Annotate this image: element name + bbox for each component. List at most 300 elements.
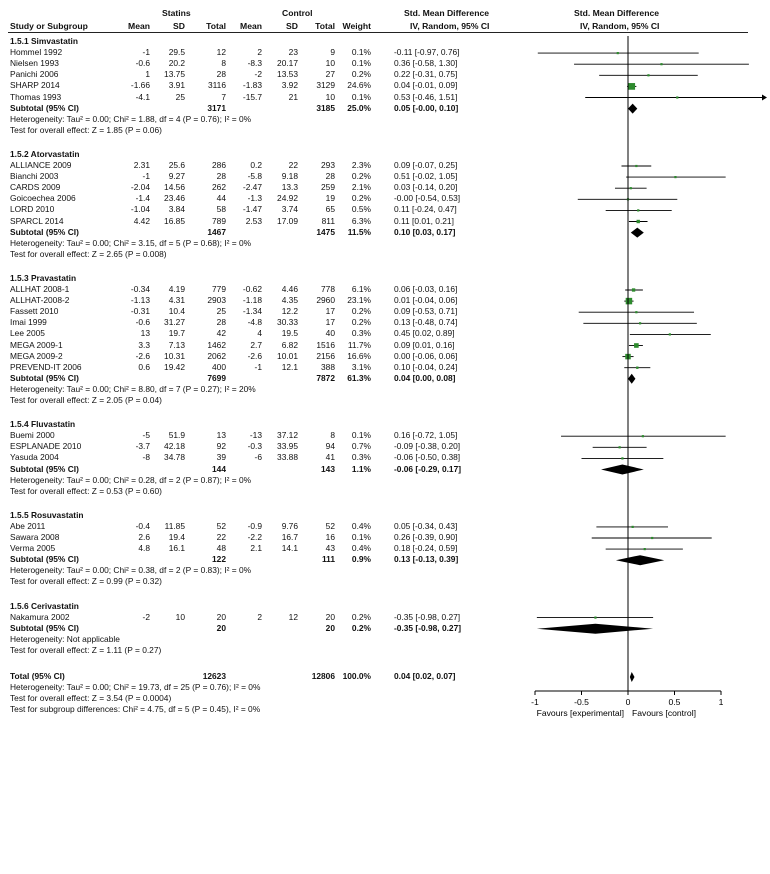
subtotal-total2: 20 bbox=[325, 622, 335, 633]
plot-smd-header: Std. Mean Difference bbox=[574, 8, 660, 18]
heterogeneity-text: Heterogeneity: Not applicable bbox=[10, 633, 120, 644]
study-total1: 779 bbox=[212, 284, 226, 294]
plot-method-header: IV, Random, 95% CI bbox=[580, 21, 660, 31]
study-total1: 44 bbox=[216, 193, 226, 204]
study-total2: 3129 bbox=[316, 80, 335, 91]
study-mean2: -5.8 bbox=[247, 171, 262, 182]
study-sd1: 19.7 bbox=[168, 328, 185, 339]
study-name: SHARP 2014 bbox=[10, 80, 60, 91]
subgroup-differences-text: Test for subgroup differences: Chi² = 4.75, df = 5 (P = 0.45), I² = 0% bbox=[10, 704, 261, 715]
study-name: ALLIANCE 2009 bbox=[10, 160, 72, 170]
study-weight: 0.5% bbox=[351, 204, 371, 215]
study-ci: 0.16 [-0.72, 1.05] bbox=[394, 430, 458, 441]
study-name: MEGA 2009-1 bbox=[10, 339, 63, 350]
sd2-header: SD bbox=[286, 21, 298, 31]
study-sd1: 23.46 bbox=[164, 193, 185, 204]
study-ci: 0.26 [-0.39, 0.90] bbox=[394, 532, 458, 542]
study-total1: 42 bbox=[216, 328, 226, 339]
method-header: IV, Random, 95% CI bbox=[410, 21, 490, 31]
study-total1: 2062 bbox=[207, 350, 226, 361]
study-square bbox=[594, 617, 596, 619]
subtotal-ci: 0.05 [-0.00, 0.10] bbox=[394, 102, 459, 113]
subtotal-ci: 0.13 [-0.13, 0.39] bbox=[394, 554, 459, 565]
study-sd1: 29.5 bbox=[168, 47, 185, 58]
study-mean1: 0.6 bbox=[138, 361, 150, 372]
study-total2: 41 bbox=[325, 452, 335, 463]
study-weight: 0.2% bbox=[351, 193, 371, 204]
study-mean2: -8.3 bbox=[247, 58, 262, 69]
subtotal-ci: 0.10 [0.03, 0.17] bbox=[394, 226, 456, 237]
study-weight: 0.2% bbox=[351, 306, 371, 317]
study-sd2: 33.95 bbox=[277, 441, 298, 452]
study-weight: 0.4% bbox=[351, 520, 371, 531]
study-ci: 0.22 [-0.31, 0.75] bbox=[394, 69, 458, 80]
subtotal-diamond bbox=[537, 624, 653, 634]
study-mean2: 2.53 bbox=[245, 215, 262, 226]
study-mean2: -1.34 bbox=[242, 306, 262, 317]
subtotal-weight: 1.1% bbox=[351, 463, 371, 474]
study-sd1: 16.1 bbox=[168, 543, 185, 554]
study-square bbox=[637, 209, 639, 211]
overall-effect-text: Test for overall effect: Z = 2.65 (P = 0.008) bbox=[10, 248, 167, 259]
subtotal-weight: 25.0% bbox=[347, 102, 371, 113]
subtotal-label: Subtotal (95% CI) bbox=[10, 554, 79, 565]
study-mean2: -1.3 bbox=[247, 193, 262, 204]
study-total1: 1462 bbox=[207, 339, 226, 350]
study-name: Hommel 1992 bbox=[10, 47, 63, 58]
subtotal-total2: 7872 bbox=[316, 372, 335, 383]
study-ci: -0.06 [-0.50, 0.38] bbox=[394, 452, 461, 463]
study-ci: 0.11 [-0.24, 0.47] bbox=[394, 204, 457, 215]
heterogeneity-text: Heterogeneity: Tau² = 0.00; Chi² = 3.15, df = 5 (P = 0.68); I² = 0% bbox=[10, 237, 252, 248]
study-sd2: 9.76 bbox=[281, 520, 298, 531]
study-mean1: -0.34 bbox=[130, 284, 150, 294]
subtotal-label: Subtotal (95% CI) bbox=[10, 226, 79, 237]
study-sd1: 3.84 bbox=[168, 204, 185, 215]
overall-effect-text: Test for overall effect: Z = 2.05 (P = 0.04) bbox=[10, 395, 162, 405]
study-square bbox=[619, 446, 621, 448]
total-weight: 100.0% bbox=[342, 671, 371, 681]
study-ci: -0.00 [-0.54, 0.53] bbox=[394, 193, 461, 204]
subtotal-diamond bbox=[631, 228, 644, 238]
study-total2: 27 bbox=[325, 69, 335, 80]
subtotal-total1: 144 bbox=[212, 463, 226, 474]
study-ci: -0.09 [-0.38, 0.20] bbox=[394, 441, 461, 452]
overall-effect-text: Test for overall effect: Z = 0.53 (P = 0.60) bbox=[10, 485, 162, 496]
subtotal-weight: 11.5% bbox=[347, 226, 371, 237]
subtotal-label: Subtotal (95% CI) bbox=[10, 102, 79, 113]
study-name: Verma 2005 bbox=[10, 543, 56, 554]
subtotal-label: Subtotal (95% CI) bbox=[10, 622, 79, 633]
study-sd2: 24.92 bbox=[277, 193, 298, 204]
study-mean2: -1 bbox=[254, 361, 262, 372]
study-mean2: -13 bbox=[249, 430, 262, 441]
study-name: Sawara 2008 bbox=[10, 532, 60, 542]
study-mean1: 4.8 bbox=[138, 543, 150, 554]
study-weight: 0.3% bbox=[351, 328, 371, 339]
study-mean1: 2.6 bbox=[138, 532, 150, 542]
study-name: Nakamura 2002 bbox=[10, 611, 70, 622]
study-name: LORD 2010 bbox=[10, 204, 55, 215]
study-square bbox=[660, 63, 662, 65]
study-mean2: -1.18 bbox=[242, 295, 262, 306]
study-weight: 0.3% bbox=[351, 452, 371, 463]
study-sd1: 14.56 bbox=[164, 182, 185, 193]
study-total2: 28 bbox=[325, 171, 335, 182]
study-total1: 58 bbox=[216, 204, 226, 215]
study-total1: 13 bbox=[216, 430, 226, 441]
study-name: ALLHAT 2008-1 bbox=[10, 284, 70, 294]
study-sd2: 23 bbox=[288, 47, 298, 58]
study-sd1: 10.4 bbox=[168, 306, 185, 317]
study-square bbox=[635, 311, 637, 313]
study-sd2: 13.3 bbox=[281, 182, 298, 193]
subtotal-weight: 0.9% bbox=[351, 554, 371, 565]
total1-header: Total bbox=[206, 21, 226, 31]
study-weight: 11.7% bbox=[347, 339, 371, 350]
study-total2: 17 bbox=[325, 317, 335, 328]
study-total1: 2903 bbox=[207, 295, 226, 306]
study-sd2: 33.88 bbox=[277, 452, 298, 463]
subtotal-total2: 3185 bbox=[316, 102, 335, 113]
heterogeneity-text: Heterogeneity: Tau² = 0.00; Chi² = 0.38, df = 2 (P = 0.83); I² = 0% bbox=[10, 565, 252, 576]
study-mean1: -0.6 bbox=[135, 317, 150, 328]
study-mean2: 2 bbox=[257, 47, 262, 58]
study-sd2: 22 bbox=[288, 160, 298, 170]
study-weight: 16.6% bbox=[347, 350, 371, 361]
x-tick-label: 0 bbox=[625, 697, 631, 707]
study-ci: 0.06 [-0.03, 0.16] bbox=[394, 284, 458, 294]
study-ci: 0.10 [-0.04, 0.24] bbox=[394, 361, 458, 372]
study-ci: 0.04 [-0.01, 0.09] bbox=[394, 80, 458, 91]
study-square bbox=[635, 165, 637, 167]
subtotal-label: Subtotal (95% CI) bbox=[10, 372, 79, 383]
subgroup-title: 1.5.1 Simvastatin bbox=[10, 36, 78, 46]
study-total2: 9 bbox=[330, 47, 335, 58]
study-total2: 2156 bbox=[316, 350, 335, 361]
study-ci: 0.03 [-0.14, 0.20] bbox=[394, 182, 458, 193]
study-total2: 17 bbox=[325, 306, 335, 317]
study-total2: 20 bbox=[325, 611, 335, 622]
study-weight: 3.1% bbox=[351, 361, 371, 372]
study-weight: 0.2% bbox=[351, 611, 371, 622]
study-name: ALLHAT-2008-2 bbox=[10, 295, 70, 306]
study-square bbox=[621, 457, 623, 459]
study-mean1: -3.7 bbox=[135, 441, 150, 452]
study-name: Imai 1999 bbox=[10, 317, 47, 328]
study-name: Yasuda 2004 bbox=[10, 452, 59, 463]
study-weight: 0.1% bbox=[351, 532, 371, 542]
study-ci: 0.09 [-0.53, 0.71] bbox=[394, 306, 458, 317]
study-mean1: 1 bbox=[145, 69, 150, 80]
overall-effect-text: Test for overall effect: Z = 1.85 (P = 0.06) bbox=[10, 124, 162, 135]
study-mean2: -0.3 bbox=[247, 441, 262, 452]
total-label: Total (95% CI) bbox=[10, 671, 65, 681]
study-weight: 23.1% bbox=[347, 295, 371, 306]
subtotal-total1: 7699 bbox=[207, 372, 226, 383]
study-total2: 16 bbox=[325, 532, 335, 542]
overall-effect-text: Test for overall effect: Z = 1.11 (P = 0.27) bbox=[10, 644, 162, 655]
study-sd2: 17.09 bbox=[277, 215, 298, 226]
study-mean1: -1 bbox=[142, 171, 150, 182]
subgroup-title: 1.5.4 Fluvastatin bbox=[10, 419, 76, 430]
study-sd1: 31.27 bbox=[164, 317, 185, 328]
study-square bbox=[626, 298, 632, 304]
study-ci: 0.11 [0.01, 0.21] bbox=[394, 215, 454, 226]
study-weight: 24.6% bbox=[347, 80, 371, 91]
study-sd1: 3.91 bbox=[168, 80, 185, 91]
statins-header: Statins bbox=[162, 8, 191, 18]
study-total1: 92 bbox=[216, 441, 226, 452]
study-sd2: 20.17 bbox=[277, 58, 298, 69]
x-tick-label: 0.5 bbox=[668, 697, 681, 707]
subtotal-ci: -0.06 [-0.29, 0.17] bbox=[394, 463, 462, 474]
study-sd1: 10 bbox=[175, 611, 185, 622]
subtotal-diamond bbox=[616, 555, 664, 565]
study-mean1: -1 bbox=[142, 47, 150, 58]
study-total1: 7 bbox=[221, 91, 226, 102]
study-ci: 0.53 [-0.46, 1.51] bbox=[394, 91, 458, 102]
study-mean2: -4.8 bbox=[247, 317, 262, 328]
study-name: ESPLANADE 2010 bbox=[10, 441, 82, 452]
study-total1: 789 bbox=[212, 215, 226, 226]
study-total1: 48 bbox=[216, 543, 226, 554]
study-mean1: -4.1 bbox=[135, 91, 150, 102]
study-mean1: -5 bbox=[142, 430, 150, 441]
study-ci: 0.01 [-0.04, 0.06] bbox=[394, 295, 458, 306]
study-weight: 0.4% bbox=[351, 543, 371, 554]
study-total1: 20 bbox=[216, 611, 226, 622]
sd1-header: SD bbox=[173, 21, 185, 31]
study-sd2: 12.1 bbox=[281, 361, 298, 372]
study-mean1: -2.6 bbox=[135, 350, 150, 361]
study-mean1: -0.4 bbox=[135, 520, 150, 531]
overall-effect-text: Test for overall effect: Z = 0.99 (P = 0.32) bbox=[10, 576, 162, 587]
study-sd2: 19.5 bbox=[281, 328, 298, 339]
subtotal-weight: 0.2% bbox=[351, 622, 371, 633]
study-name: Nielsen 1993 bbox=[10, 58, 59, 69]
study-ci: 0.51 [-0.02, 1.05] bbox=[394, 171, 458, 182]
study-weight: 0.2% bbox=[351, 171, 371, 182]
study-total2: 19 bbox=[325, 193, 335, 204]
subtotal-total1: 122 bbox=[212, 554, 226, 565]
study-mean1: 13 bbox=[140, 328, 150, 339]
study-square bbox=[676, 96, 678, 98]
study-sd1: 4.31 bbox=[168, 295, 185, 306]
study-sd2: 3.92 bbox=[281, 80, 298, 91]
x-tick-label: -0.5 bbox=[574, 697, 589, 707]
study-sd2: 3.74 bbox=[281, 204, 298, 215]
study-square bbox=[669, 333, 671, 335]
study-sd2: 30.33 bbox=[277, 317, 298, 328]
study-sd1: 34.78 bbox=[164, 452, 185, 463]
study-total2: 65 bbox=[325, 204, 335, 215]
study-square bbox=[636, 367, 638, 369]
subtotal-diamond bbox=[628, 104, 637, 114]
subtotal-label: Subtotal (95% CI) bbox=[10, 463, 79, 474]
study-weight: 0.1% bbox=[351, 47, 371, 58]
study-sd2: 13.53 bbox=[277, 69, 298, 80]
study-name: MEGA 2009-2 bbox=[10, 350, 63, 361]
study-square bbox=[642, 435, 644, 437]
study-total1: 28 bbox=[216, 317, 226, 328]
study-sd1: 42.18 bbox=[164, 441, 185, 452]
study-sd1: 11.85 bbox=[164, 520, 185, 531]
total-total1: 12623 bbox=[202, 671, 226, 681]
study-mean2: -6 bbox=[254, 452, 262, 463]
study-total2: 293 bbox=[321, 160, 335, 170]
study-ci: 0.00 [-0.06, 0.06] bbox=[394, 350, 458, 361]
study-sd1: 51.9 bbox=[168, 430, 185, 441]
study-total2: 259 bbox=[321, 182, 335, 193]
study-total2: 52 bbox=[325, 520, 335, 531]
study-name: Goicoechea 2006 bbox=[10, 193, 76, 204]
weight-header: Weight bbox=[342, 21, 371, 31]
study-sd2: 4.46 bbox=[281, 284, 298, 294]
study-name: Bianchi 2003 bbox=[10, 171, 59, 182]
study-name: Abe 2011 bbox=[10, 520, 46, 531]
study-total1: 400 bbox=[212, 361, 226, 372]
study-ci: 0.13 [-0.48, 0.74] bbox=[394, 317, 458, 328]
study-mean1: -1.04 bbox=[130, 204, 150, 215]
subgroup-title: 1.5.3 Pravastatin bbox=[10, 272, 77, 283]
study-mean2: -1.83 bbox=[242, 80, 262, 91]
study-ci: 0.18 [-0.24, 0.59] bbox=[394, 543, 458, 554]
study-name: Panichi 2006 bbox=[10, 69, 59, 80]
study-total2: 811 bbox=[321, 215, 335, 226]
favours-right-label: Favours [control] bbox=[632, 708, 696, 718]
study-mean2: -1.47 bbox=[242, 204, 262, 215]
study-mean1: 4.42 bbox=[133, 215, 150, 226]
study-total2: 43 bbox=[325, 543, 335, 554]
study-mean2: 2.7 bbox=[250, 339, 262, 350]
study-total1: 262 bbox=[212, 182, 226, 193]
study-sd2: 14.1 bbox=[281, 543, 298, 554]
favours-left-label: Favours [experimental] bbox=[536, 708, 624, 718]
study-sd2: 16.7 bbox=[281, 532, 298, 542]
heterogeneity-text: Heterogeneity: Tau² = 0.00; Chi² = 1.88, df = 4 (P = 0.76); I² = 0% bbox=[10, 113, 252, 124]
study-sd1: 16.85 bbox=[164, 215, 185, 226]
subtotal-diamond bbox=[628, 374, 635, 384]
study-mean1: -1.66 bbox=[130, 80, 150, 91]
study-square bbox=[674, 176, 676, 178]
study-sd1: 19.4 bbox=[168, 532, 185, 542]
study-ci: 0.45 [0.02, 0.89] bbox=[394, 328, 455, 339]
study-weight: 6.3% bbox=[351, 215, 371, 226]
x-tick-label: -1 bbox=[531, 697, 539, 707]
study-mean2: -2.6 bbox=[247, 350, 262, 361]
study-sd2: 9.18 bbox=[281, 171, 298, 182]
study-sd2: 12 bbox=[288, 611, 298, 622]
study-weight: 0.1% bbox=[351, 430, 371, 441]
study-ci: 0.09 [0.01, 0.16] bbox=[394, 339, 455, 350]
subgroup-title: 1.5.6 Cerivastatin bbox=[10, 600, 79, 611]
study-total1: 25 bbox=[216, 306, 226, 317]
study-mean2: -0.62 bbox=[242, 284, 262, 294]
study-mean1: -1.4 bbox=[135, 193, 150, 204]
study-mean1: -2.04 bbox=[130, 182, 150, 193]
study-ci: 0.05 [-0.34, 0.43] bbox=[394, 520, 458, 531]
study-mean1: 3.3 bbox=[138, 339, 150, 350]
study-total1: 3116 bbox=[207, 80, 226, 91]
study-square bbox=[644, 548, 646, 550]
study-square bbox=[632, 288, 635, 291]
study-square bbox=[617, 52, 619, 54]
study-sd1: 19.42 bbox=[164, 361, 185, 372]
study-name: Lee 2005 bbox=[10, 328, 45, 339]
subtotal-total1: 3171 bbox=[207, 102, 226, 113]
study-square bbox=[651, 537, 653, 539]
total-total2: 12806 bbox=[311, 671, 335, 681]
study-weight: 6.1% bbox=[351, 284, 371, 294]
total-effect-text: Test for overall effect: Z = 3.54 (P = 0.0004) bbox=[10, 693, 172, 704]
study-weight: 0.2% bbox=[351, 317, 371, 328]
total2-header: Total bbox=[315, 21, 335, 31]
subtotal-total2: 143 bbox=[321, 463, 335, 474]
study-mean2: 2 bbox=[257, 611, 262, 622]
smd-header: Std. Mean Difference bbox=[404, 8, 490, 18]
study-sd1: 7.13 bbox=[168, 339, 185, 350]
study-sd2: 21 bbox=[288, 91, 298, 102]
subtotal-total1: 20 bbox=[216, 622, 226, 633]
study-total2: 40 bbox=[325, 328, 335, 339]
study-total1: 22 bbox=[216, 532, 226, 542]
subtotal-total2: 1475 bbox=[316, 226, 335, 237]
study-weight: 0.1% bbox=[351, 91, 371, 102]
study-ci: 0.09 [-0.07, 0.25] bbox=[394, 160, 458, 170]
study-sd2: 12.2 bbox=[281, 306, 298, 317]
study-sd1: 9.27 bbox=[168, 171, 185, 182]
study-square bbox=[634, 343, 639, 348]
study-mean1: -2 bbox=[142, 611, 150, 622]
study-square bbox=[632, 526, 634, 528]
study-mean2: -2.2 bbox=[247, 532, 262, 542]
study-ci: -0.35 [-0.98, 0.27] bbox=[394, 611, 461, 622]
study-weight: 2.1% bbox=[351, 182, 371, 193]
study-total2: 94 bbox=[325, 441, 335, 452]
study-total2: 10 bbox=[325, 58, 335, 69]
study-total2: 8 bbox=[330, 430, 335, 441]
study-total2: 388 bbox=[321, 361, 335, 372]
subgroup-title: 1.5.2 Atorvastatin bbox=[10, 148, 80, 159]
study-ci-line-arrow bbox=[762, 95, 767, 101]
subgroup-title: 1.5.5 Rosuvastatin bbox=[10, 509, 84, 520]
study-mean1: -1.13 bbox=[130, 295, 150, 306]
study-weight: 2.3% bbox=[351, 160, 371, 170]
study-sd1: 4.19 bbox=[168, 284, 185, 294]
study-name: Fassett 2010 bbox=[10, 306, 59, 317]
study-sd2: 6.82 bbox=[281, 339, 298, 350]
study-total1: 286 bbox=[212, 160, 226, 170]
study-total1: 8 bbox=[221, 58, 226, 69]
study-square bbox=[628, 83, 635, 90]
study-header: Study or Subgroup bbox=[10, 21, 88, 31]
total-ci: 0.04 [0.02, 0.07] bbox=[394, 671, 456, 681]
x-tick-label: 1 bbox=[718, 697, 724, 707]
study-total1: 52 bbox=[216, 520, 226, 531]
study-sd1: 13.75 bbox=[164, 69, 185, 80]
study-sd1: 25.6 bbox=[168, 160, 185, 170]
study-mean1: 2.31 bbox=[133, 160, 150, 170]
study-total1: 12 bbox=[216, 47, 226, 58]
study-sd1: 25 bbox=[175, 91, 185, 102]
study-name: Buemi 2000 bbox=[10, 430, 55, 441]
study-ci: 0.36 [-0.58, 1.30] bbox=[394, 58, 458, 69]
study-mean2: -15.7 bbox=[242, 91, 262, 102]
study-name: SPARCL 2014 bbox=[10, 215, 64, 226]
study-mean2: -0.9 bbox=[247, 520, 262, 531]
study-sd2: 37.12 bbox=[277, 430, 298, 441]
